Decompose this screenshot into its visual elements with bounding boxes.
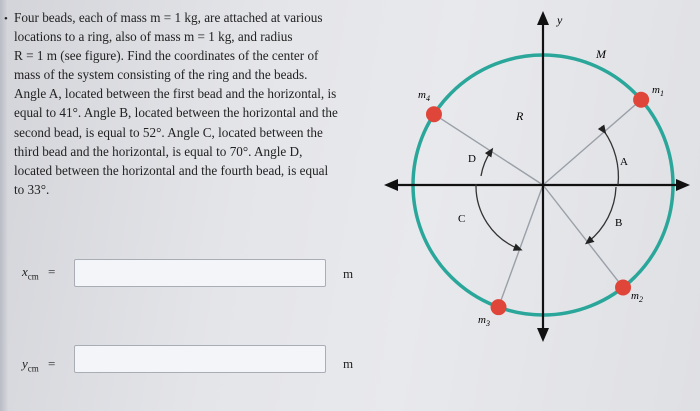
y-cm-equals: =: [48, 356, 56, 371]
problem-line: second bead, is equal to 52°. Angle C, located between the: [14, 124, 323, 140]
y-cm-subscript: cm: [27, 363, 39, 374]
angle-c-label: C: [458, 213, 466, 225]
x-cm-unit: m: [343, 266, 354, 281]
x-cm-symbol: x: [22, 264, 28, 279]
problem-line: locations to a ring, also of mass m = 1 kg, and radius: [14, 29, 293, 45]
problem-line: R = 1 m (see figure). Find the coordinates of the center of: [14, 48, 319, 64]
axis-arrow-left-icon: [384, 179, 398, 191]
problem-line: mass of the system consisting of the ring and the beads.: [14, 67, 308, 83]
radial-line-bead-1: [543, 100, 641, 185]
angle-b-arc: [588, 187, 616, 242]
bullet-icon: •: [4, 13, 8, 25]
y-cm-symbol: y: [22, 356, 28, 371]
axis-arrow-down-icon: [537, 328, 549, 342]
angle-b-label: B: [615, 217, 623, 229]
angle-a-arc: [604, 131, 618, 185]
ring-mass-label: M: [596, 47, 606, 61]
bead-1-label: $m_1$: [652, 84, 664, 98]
axis-arrow-up-icon: [537, 11, 549, 25]
radius-label: R: [516, 109, 524, 123]
bead-2: [615, 279, 631, 295]
bead-radial-lines: [434, 100, 641, 307]
y-cm-unit: m: [343, 356, 354, 371]
bead-3: [491, 299, 507, 315]
bead-3-label: $m_3$: [478, 314, 490, 328]
y-axis-label: y: [557, 13, 563, 27]
problem-line: third bead and the horizontal, is equal to 70°. Angle D,: [14, 143, 303, 159]
axis-arrow-right-icon: [676, 179, 690, 191]
bead-4: [426, 106, 442, 122]
problem-line: equal to 41°. Angle B, located between the horizontal and the: [14, 105, 338, 121]
problem-line: Four beads, each of mass m = 1 kg, are attached at various: [14, 10, 323, 25]
angle-c-arc: [476, 184, 519, 249]
angle-a-label: A: [620, 156, 628, 168]
problem-line: to 33°.: [14, 181, 50, 197]
radial-line-bead-2: [543, 185, 623, 287]
x-cm-equals: =: [48, 264, 56, 279]
bead-4-label: $m_4$: [418, 89, 430, 103]
bead-1: [633, 92, 649, 108]
x-cm-subscript: cm: [27, 271, 39, 282]
beads-group: [426, 92, 649, 315]
problem-line: Angle A, located between the first bead and the horizontal, is: [14, 86, 337, 102]
bead-2-label: $m_2$: [631, 290, 643, 304]
radial-line-bead-3: [499, 185, 543, 307]
problem-line: located between the horizontal and the fourth bead, is equal: [14, 162, 329, 178]
radial-line-bead-4: [434, 114, 543, 185]
angle-d-arc: [481, 151, 491, 176]
angle-d-label: D: [468, 153, 476, 165]
